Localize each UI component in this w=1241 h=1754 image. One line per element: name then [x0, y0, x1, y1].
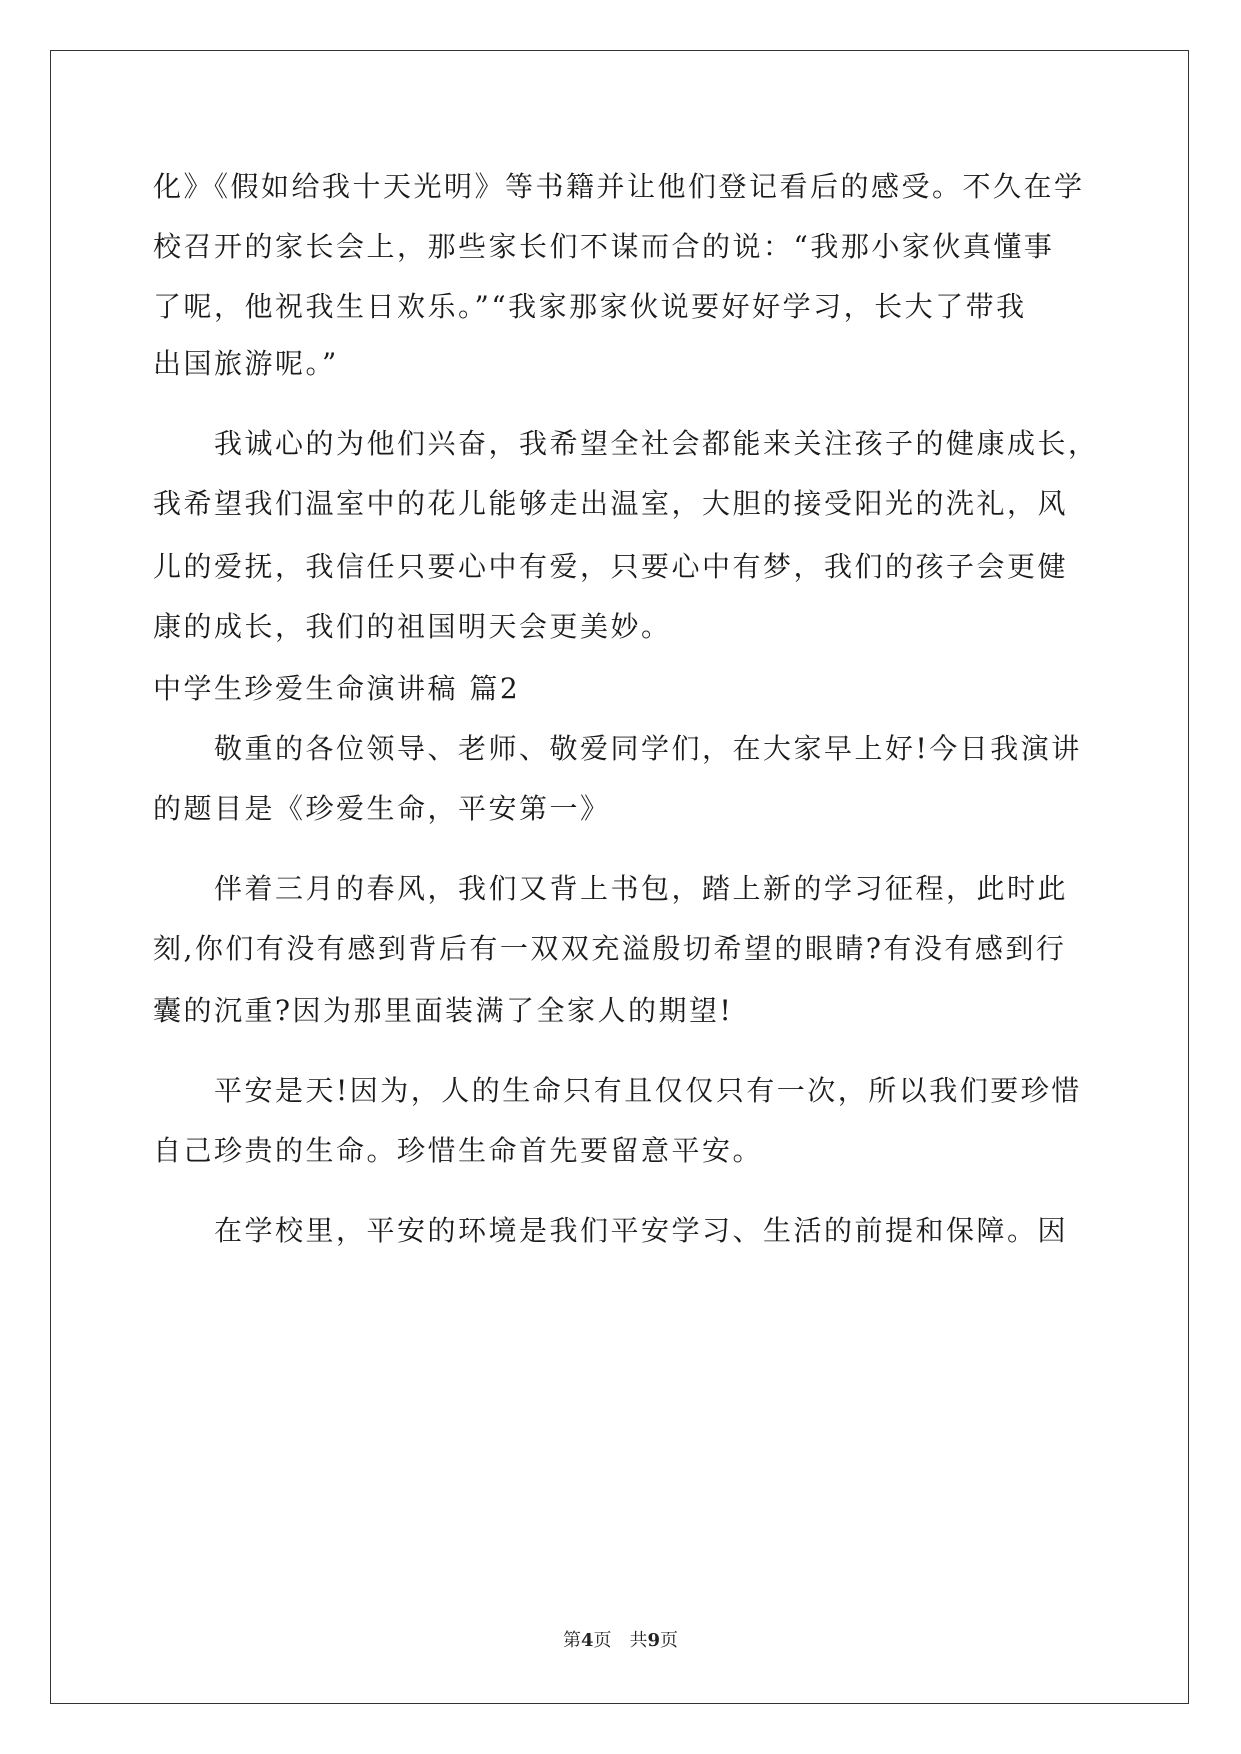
body-line: 囊的沉重?因为那里面装满了全家人的期望!	[153, 994, 734, 1027]
body-line: 自己珍贵的生命。珍惜生命首先要留意平安。	[153, 1134, 764, 1167]
body-line: 儿的爱抚，我信任只要心中有爱，只要心中有梦，我们的孩子会更健	[153, 550, 1069, 583]
paragraph-first-line: 我诚心的为他们兴奋，我希望全社会都能来关注孩子的健康成长，	[214, 427, 1099, 460]
body-line: 化》《假如给我十天光明》等书籍并让他们登记看后的感受。不久在学	[153, 170, 1085, 203]
current-page-number: 4	[580, 1630, 594, 1651]
paragraph-first-line: 平安是天!因为，人的生命只有且仅仅只有一次，所以我们要珍惜	[214, 1074, 1082, 1107]
footer-mid: 页 共	[593, 1630, 648, 1651]
body-line: 康的成长，我们的祖国明天会更美妙。	[153, 610, 672, 643]
body-line: 的题目是《珍爱生命，平安第一》	[153, 792, 611, 825]
footer-suffix: 页	[660, 1630, 679, 1651]
section-heading: 中学生珍爱生命演讲稿 篇2	[153, 672, 521, 705]
total-pages-number: 9	[647, 1630, 661, 1651]
page-footer	[0, 1629, 1241, 1653]
body-line: 校召开的家长会上，那些家长们不谋而合的说：“我那小家伙真懂事	[153, 230, 1055, 263]
paragraph-first-line: 敬重的各位领导、老师、敬爱同学们，在大家早上好!今日我演讲	[214, 732, 1082, 765]
paragraph-first-line: 伴着三月的春风，我们又背上书包，踏上新的学习征程，此时此	[214, 872, 1069, 905]
body-line: 出国旅游呢。”	[153, 347, 339, 380]
footer-prefix: 第	[562, 1630, 581, 1651]
body-line: 了呢，他祝我生日欢乐。”“我家那家伙说要好好学习，长大了带我	[153, 290, 1027, 323]
paragraph-first-line: 在学校里，平安的环境是我们平安学习、生活的前提和保障。因	[214, 1214, 1069, 1247]
body-line: 刻,你们有没有感到背后有一双双充溢殷切希望的眼睛?有没有感到行	[153, 932, 1067, 965]
body-line: 我希望我们温室中的花儿能够走出温室，大胆的接受阳光的洗礼，风	[153, 487, 1069, 520]
